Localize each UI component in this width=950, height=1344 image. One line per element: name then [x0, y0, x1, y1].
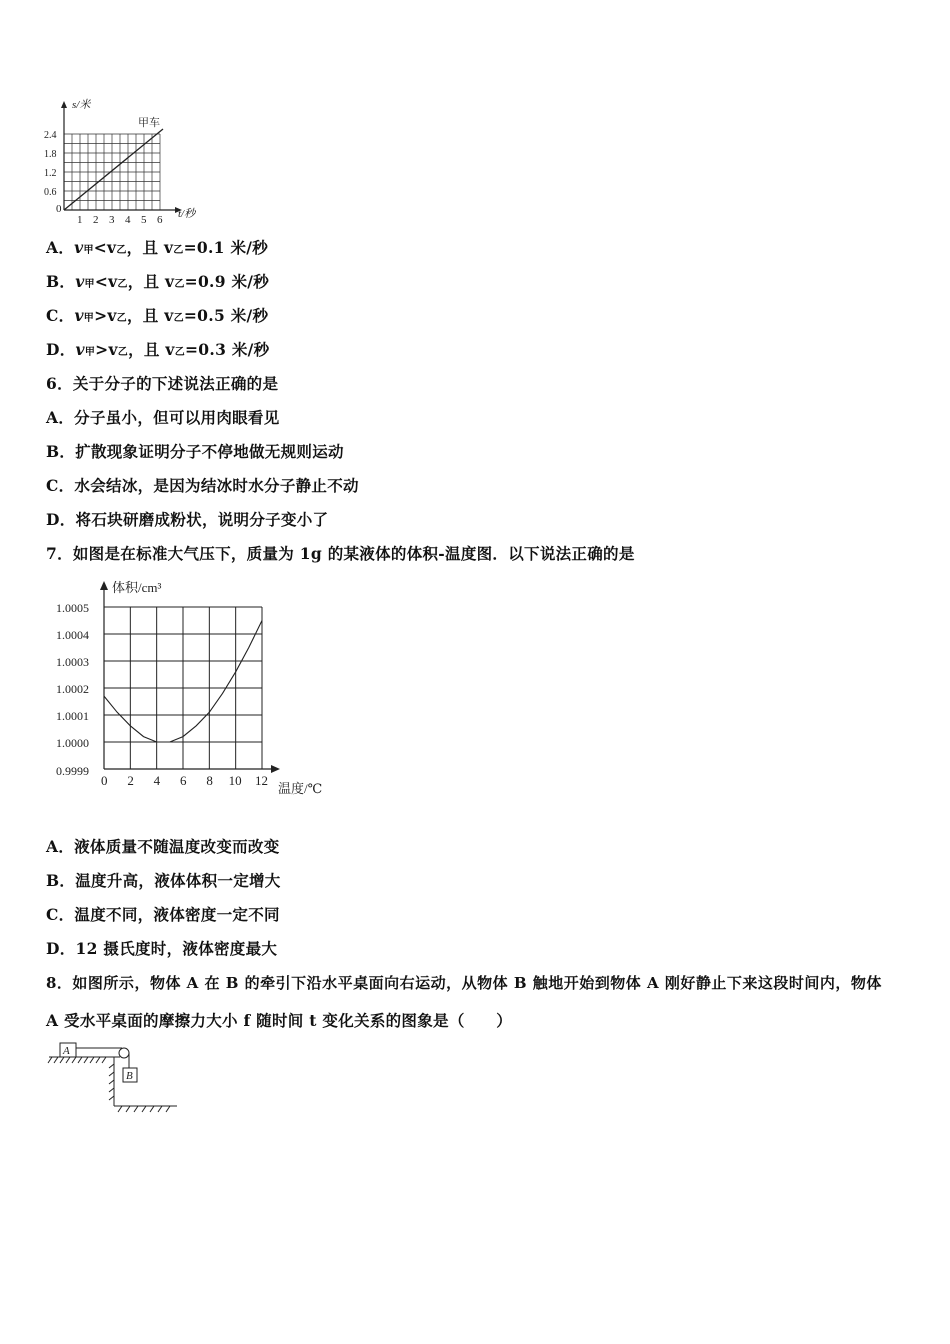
- q5-option-sub2: 乙: [117, 347, 129, 358]
- q6-option-a: A．分子虽小，但可以用肉眼看见: [46, 408, 280, 427]
- q5-option-sub2: 乙: [117, 279, 128, 290]
- q6-stem: 6．关于分子的下述说法正确的是: [46, 374, 279, 393]
- q5-option-b: [46, 270, 269, 292]
- q5-option-sub2: 乙: [116, 313, 127, 324]
- q7-y-tick: 1.0001: [56, 709, 89, 723]
- q5-option-tail: =0.1 米/秒: [183, 238, 269, 257]
- q5-x-tick: 6: [157, 214, 163, 225]
- q7-y-tick: 0.9999: [56, 764, 89, 778]
- q5-series-label: 甲车: [138, 117, 160, 129]
- q8-table-hatching: [48, 1057, 170, 1112]
- q5-y-tick: 1.2: [44, 168, 57, 179]
- q5-x-tick: 3: [109, 214, 115, 225]
- q5-option-mid: ，且 v: [127, 272, 175, 291]
- q7-y-arrow: [100, 581, 108, 590]
- q7-volume-temperature-chart: [50, 575, 340, 805]
- q5-option-mid: ，且 v: [126, 306, 174, 325]
- q7-x-tick: 0: [101, 773, 108, 788]
- q5-option-tail: =0.5 米/秒: [183, 306, 269, 325]
- q7-x-arrow: [271, 765, 280, 773]
- q7-y-tick: 1.0005: [56, 601, 89, 615]
- q5-y-arrow: [61, 101, 67, 108]
- q7-grid: [104, 607, 262, 769]
- q7-y-tick: 1.0000: [56, 736, 89, 750]
- q5-option-rel: >v: [94, 306, 117, 325]
- q5-x-label: t/秒: [178, 208, 196, 220]
- q5-x-tick: 0: [56, 203, 62, 215]
- q8-stem-line2: A 受水平桌面的摩擦力大小 f 随时间 t 变化关系的图象是（ ）: [46, 1011, 513, 1030]
- q5-option-sub1: 甲: [84, 279, 95, 290]
- q7-x-tick: 2: [127, 773, 134, 788]
- q5-option-d: [46, 338, 269, 360]
- q5-y-label: s/米: [72, 99, 91, 111]
- q5-option-a: [46, 236, 268, 258]
- q5-option-label: C．: [46, 306, 75, 325]
- q7-option-a: A．液体质量不随温度改变而改变: [46, 837, 280, 856]
- q5-option-sub3: 乙: [174, 347, 185, 358]
- q6-option-c: C．水会结冰，是因为结冰时水分子静止不动: [46, 476, 359, 495]
- q8-pulley-figure: [44, 1038, 184, 1113]
- q5-series-line-jiache: [64, 129, 163, 210]
- q5-option-sub3: 乙: [173, 313, 184, 324]
- q5-x-tick: 4: [125, 214, 131, 225]
- q7-option-c: C．温度不同，液体密度一定不同: [46, 905, 280, 924]
- q5-y-tick: 1.8: [44, 149, 57, 160]
- q5-option-sub1: 甲: [84, 347, 96, 358]
- q5-option-v: v: [74, 238, 84, 257]
- q5-st-chart: [40, 95, 220, 225]
- q5-x-tick: 1: [77, 214, 83, 225]
- q5-y-tick: 2.4: [44, 130, 57, 141]
- q5-option-sub3: 乙: [173, 245, 184, 256]
- q5-option-v: v: [74, 306, 84, 325]
- q7-x-tick: 10: [228, 773, 242, 788]
- q5-option-tail: =0.3 米/秒: [185, 340, 270, 359]
- q5-option-tail: =0.9 米/秒: [184, 272, 270, 291]
- q5-option-label: A．: [46, 238, 75, 257]
- q5-option-sub3: 乙: [174, 279, 185, 290]
- q5-option-sub1: 甲: [83, 245, 94, 256]
- q5-x-tick: 2: [93, 214, 99, 225]
- q5-option-c: [46, 304, 268, 326]
- q5-option-rel: >v: [95, 340, 118, 359]
- q7-x-tick: 6: [180, 773, 187, 788]
- q7-x-tick: 12: [255, 773, 268, 788]
- q5-x-tick: 5: [141, 214, 147, 225]
- q6-option-d: D．将石块研磨成粉状，说明分子变小了: [46, 510, 329, 529]
- q7-x-label: 温度/℃: [278, 781, 323, 796]
- q5-y-tick: 0.6: [44, 187, 57, 198]
- q5-option-sub1: 甲: [83, 313, 95, 324]
- q7-option-b: B．温度升高，液体体积一定增大: [46, 871, 281, 890]
- q5-option-mid: ，且 v: [126, 238, 174, 257]
- q7-stem: 7．如图是在标准大气压下，质量为 1g 的某液体的体积-温度图．以下说法正确的是: [46, 544, 635, 563]
- q5-option-sub2: 乙: [116, 245, 127, 256]
- q8-label-b: B: [126, 1070, 133, 1082]
- q7-x-tick: 8: [206, 773, 213, 788]
- q7-y-tick: 1.0003: [56, 655, 89, 669]
- q5-option-v: v: [75, 340, 85, 359]
- q8-label-a: A: [63, 1045, 70, 1057]
- q5-option-label: D．: [46, 340, 76, 359]
- q7-y-tick: 1.0002: [56, 682, 89, 696]
- q8-pulley: [119, 1048, 129, 1058]
- q5-option-v: v: [75, 272, 85, 291]
- q7-y-label: 体积/cm³: [112, 580, 162, 595]
- q7-option-d: D．12 摄氏度时，液体密度最大: [46, 939, 278, 958]
- q5-option-rel: <v: [93, 238, 117, 257]
- q6-option-b: B．扩散现象证明分子不停地做无规则运动: [46, 442, 344, 461]
- q5-option-rel: <v: [94, 272, 118, 291]
- q7-y-tick: 1.0004: [56, 628, 89, 642]
- q5-option-label: B．: [46, 272, 76, 291]
- q5-option-mid: ，且 v: [128, 340, 175, 359]
- q7-x-tick: 4: [153, 773, 161, 788]
- q8-stem-line1: 8．如图所示，物体 A 在 B 的牵引下沿水平桌面向右运动，从物体 B 触地开始到物体 A 刚好静止下来这段时间内，物体: [46, 974, 882, 992]
